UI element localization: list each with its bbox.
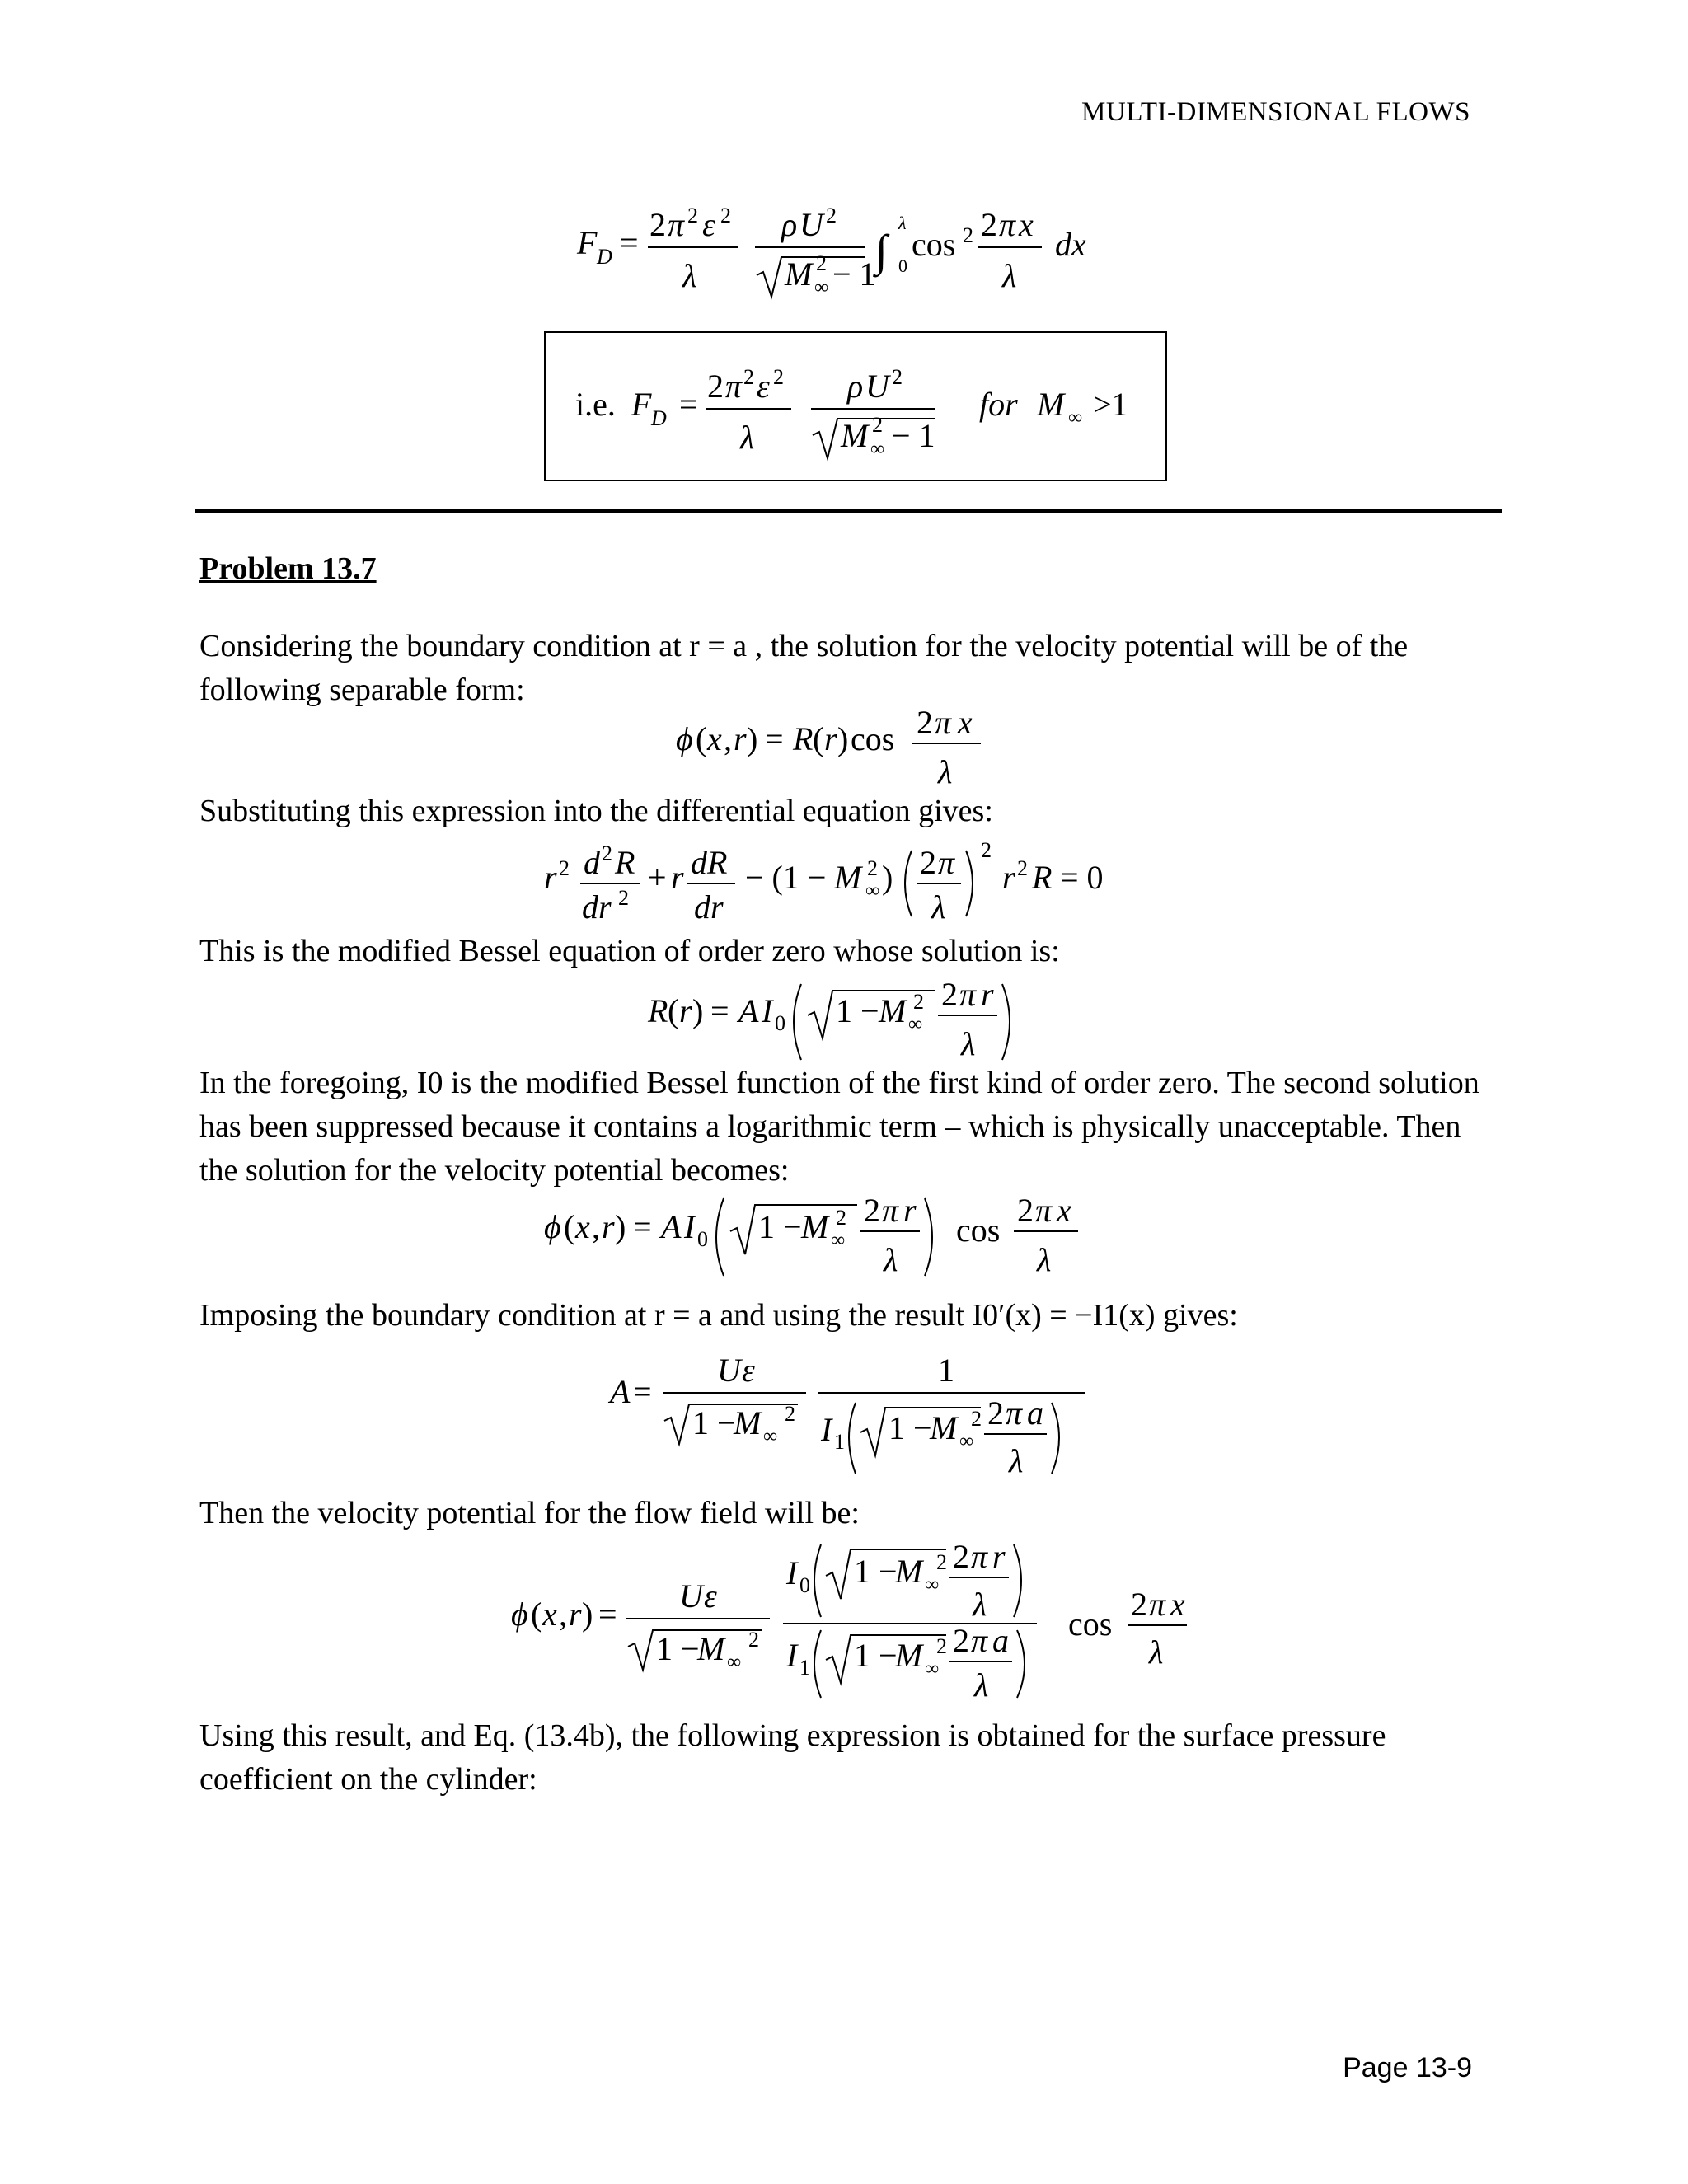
- svg-text:=: =: [633, 1373, 652, 1410]
- svg-text:2: 2: [920, 844, 936, 881]
- svg-text:λ: λ: [1149, 1633, 1164, 1671]
- svg-text:0: 0: [898, 255, 907, 276]
- svg-text:π: π: [882, 1192, 899, 1229]
- svg-text:λ: λ: [961, 1025, 976, 1062]
- svg-text:λ: λ: [931, 888, 946, 926]
- svg-text:I: I: [821, 1411, 832, 1448]
- svg-text:2: 2: [687, 204, 698, 227]
- svg-text:λ: λ: [1037, 1241, 1052, 1278]
- svg-text:= 0: = 0: [1060, 859, 1104, 896]
- svg-text:2: 2: [971, 1407, 982, 1431]
- svg-text:ε: ε: [702, 206, 715, 243]
- svg-text:λ: λ: [898, 213, 907, 233]
- svg-text:ϕ: ϕ: [511, 1596, 528, 1633]
- svg-text:=: =: [710, 992, 729, 1029]
- svg-text:R: R: [615, 844, 635, 881]
- paragraph-1: Considering the boundary condition at r = a , the solution for the velocity potential will be of the following separable form:: [199, 629, 1409, 707]
- svg-text:2: 2: [981, 206, 997, 243]
- svg-text:0: 0: [697, 1227, 708, 1251]
- svg-text:2: 2: [707, 368, 724, 405]
- svg-text:M: M: [801, 1208, 829, 1245]
- svg-text:=: =: [598, 1596, 617, 1633]
- svg-text:1 −: 1 −: [854, 1553, 898, 1590]
- svg-text:2: 2: [917, 704, 933, 741]
- svg-text:dR: dR: [691, 844, 728, 881]
- page-number: Page 13-9: [1343, 2052, 1472, 2083]
- svg-text:2: 2: [867, 856, 878, 880]
- svg-text:∞: ∞: [831, 1230, 846, 1251]
- svg-text:2: 2: [773, 365, 784, 389]
- svg-text:M: M: [785, 255, 813, 293]
- svg-text:x: x: [575, 1208, 590, 1245]
- svg-text:π: π: [938, 844, 955, 881]
- drag-integral-equation: [569, 196, 1129, 324]
- running-head: MULTI-DIMENSIONAL FLOWS: [1081, 97, 1470, 127]
- svg-text:r: r: [602, 1208, 615, 1245]
- svg-text:π: π: [1006, 1394, 1023, 1432]
- svg-text:a: a: [992, 1622, 1009, 1659]
- separable-form-equation: [676, 705, 1006, 800]
- svg-text:λ: λ: [1009, 1442, 1024, 1479]
- svg-text:): ): [837, 720, 849, 757]
- svg-text:∞: ∞: [727, 1652, 742, 1673]
- svg-text:U: U: [865, 368, 889, 405]
- svg-text:2: 2: [816, 251, 827, 275]
- svg-text:1: 1: [834, 1430, 845, 1454]
- svg-text:I: I: [786, 1637, 798, 1674]
- svg-text:π: π: [725, 368, 743, 405]
- svg-text:a: a: [1027, 1394, 1043, 1432]
- constant-A-equation: [610, 1345, 1104, 1489]
- svg-text:π: π: [971, 1622, 988, 1659]
- svg-text:ϕ: ϕ: [544, 1208, 561, 1245]
- svg-text:π: π: [668, 206, 685, 243]
- svg-text:+: +: [648, 859, 667, 896]
- svg-text:2: 2: [1017, 1192, 1034, 1229]
- svg-text:cos: cos: [956, 1212, 1001, 1249]
- svg-text:2: 2: [872, 413, 883, 437]
- svg-text:): ): [882, 859, 893, 896]
- svg-text:2: 2: [981, 838, 992, 862]
- svg-text:(: (: [564, 1208, 575, 1245]
- svg-text:1: 1: [799, 1656, 810, 1680]
- svg-text:∞: ∞: [763, 1426, 778, 1447]
- svg-text:1 −: 1 −: [889, 1409, 932, 1446]
- svg-text:): ): [582, 1596, 593, 1633]
- svg-text:1: 1: [938, 1352, 954, 1389]
- svg-text:∞: ∞: [959, 1431, 974, 1452]
- velocity-potential-equation: [544, 1187, 1137, 1290]
- svg-text:M: M: [734, 1404, 762, 1441]
- svg-text:=: =: [633, 1208, 652, 1245]
- svg-text:ε: ε: [757, 368, 770, 405]
- svg-text:r: r: [903, 1192, 917, 1229]
- bessel-ode-equation: [544, 832, 1170, 935]
- paragraph-5: Imposing the boundary condition at r = a and using the result I0′(x) = −I1(x) gives:: [199, 1298, 1238, 1333]
- svg-text:π: π: [999, 206, 1016, 243]
- svg-text:2: 2: [826, 204, 837, 227]
- svg-text:λ: λ: [973, 1586, 987, 1623]
- svg-text:x: x: [958, 704, 973, 741]
- svg-text:∞: ∞: [925, 1574, 940, 1596]
- svg-text:I: I: [786, 1554, 798, 1591]
- svg-text:F: F: [577, 224, 598, 261]
- svg-text:M: M: [841, 417, 869, 454]
- svg-text:ε: ε: [704, 1577, 717, 1615]
- svg-text:A: A: [610, 1373, 631, 1410]
- svg-text:2: 2: [1131, 1586, 1147, 1623]
- svg-text:0: 0: [775, 1011, 785, 1035]
- svg-text:(: (: [696, 720, 707, 757]
- paragraph-4: In the foregoing, I0 is the modified Bessel function of the first kind of order zero. The second solution has been suppressed because it contains a logarithmic term – which is physically unacceptable. Then the solution for the velocity potential becomes:: [199, 1066, 1479, 1188]
- svg-text:1 −: 1 −: [854, 1637, 898, 1674]
- svg-text:2: 2: [1017, 856, 1028, 880]
- svg-text:1 −: 1 −: [758, 1208, 802, 1245]
- flow-field-potential-equation: [511, 1533, 1187, 1702]
- svg-text:− (1 −: − (1 −: [745, 859, 827, 896]
- svg-text:d: d: [584, 844, 600, 881]
- svg-text:2: 2: [953, 1538, 969, 1575]
- svg-text:U: U: [717, 1352, 741, 1389]
- svg-text:2: 2: [936, 1550, 947, 1574]
- svg-text:x: x: [1057, 1192, 1071, 1229]
- svg-text:I: I: [684, 1208, 696, 1245]
- svg-text:=: =: [620, 224, 639, 261]
- svg-text:D: D: [651, 406, 667, 430]
- svg-text:R: R: [793, 720, 814, 757]
- svg-text:dx: dx: [1055, 226, 1086, 263]
- svg-text:π: π: [959, 976, 977, 1013]
- svg-text:∞: ∞: [870, 438, 885, 460]
- svg-text:=: =: [765, 720, 784, 757]
- svg-text:ρ: ρ: [781, 206, 798, 243]
- svg-text:r: r: [824, 720, 837, 757]
- svg-text:cos: cos: [912, 226, 956, 263]
- svg-text:2: 2: [602, 841, 612, 865]
- svg-text:2: 2: [618, 886, 629, 910]
- svg-text:r: r: [992, 1538, 1006, 1575]
- svg-text:U: U: [679, 1577, 703, 1615]
- svg-text:M: M: [697, 1630, 725, 1667]
- svg-text:,: ,: [559, 1596, 567, 1633]
- svg-text:λ: λ: [1002, 257, 1017, 294]
- svg-text:2: 2: [941, 976, 958, 1013]
- paragraph-7: Using this result, and Eq. (13.4b), the following expression is obtained for the surface pressure coefficient on the cylinder:: [199, 1718, 1386, 1797]
- svg-text:π: π: [1035, 1192, 1053, 1229]
- svg-text:2: 2: [987, 1394, 1004, 1432]
- svg-text:,: ,: [724, 720, 732, 757]
- svg-text:2: 2: [864, 1192, 880, 1229]
- svg-text:,: ,: [592, 1208, 600, 1245]
- svg-text:(: (: [668, 992, 679, 1029]
- svg-text:=: =: [679, 386, 698, 423]
- svg-text:(: (: [813, 720, 824, 757]
- svg-text:∞: ∞: [908, 1014, 923, 1035]
- svg-text:M: M: [1037, 386, 1065, 423]
- svg-text:I: I: [762, 992, 773, 1029]
- svg-text:F: F: [631, 386, 652, 423]
- svg-text:π: π: [971, 1538, 988, 1575]
- svg-text:M: M: [930, 1409, 958, 1446]
- svg-text:r: r: [1002, 859, 1015, 896]
- svg-text:dr: dr: [582, 888, 612, 926]
- svg-text:0: 0: [799, 1573, 810, 1597]
- svg-text:ε: ε: [742, 1352, 755, 1389]
- svg-text:∞: ∞: [925, 1658, 940, 1680]
- svg-text:λ: λ: [740, 419, 755, 456]
- svg-text:x: x: [542, 1596, 557, 1633]
- svg-text:− 1: − 1: [832, 255, 876, 293]
- svg-text:(: (: [531, 1596, 542, 1633]
- svg-text:π: π: [935, 704, 952, 741]
- svg-text:2: 2: [748, 1628, 759, 1652]
- svg-text:U: U: [799, 206, 823, 243]
- svg-text:ρ: ρ: [847, 368, 864, 405]
- svg-text:M: M: [834, 859, 862, 896]
- svg-text:cos: cos: [1068, 1605, 1113, 1643]
- boxed-drag-result: [544, 331, 1167, 481]
- svg-text:D: D: [597, 245, 612, 269]
- svg-text:2: 2: [720, 204, 731, 227]
- svg-text:r: r: [981, 976, 994, 1013]
- svg-text:x: x: [1019, 206, 1034, 243]
- svg-text:x: x: [1170, 1586, 1185, 1623]
- paragraph-3: This is the modified Bessel equation of order zero whose solution is:: [199, 934, 1060, 968]
- svg-text:M: M: [895, 1637, 923, 1674]
- svg-text:∫: ∫: [875, 226, 888, 275]
- svg-text:2: 2: [836, 1206, 846, 1230]
- svg-text:A: A: [661, 1208, 682, 1245]
- svg-text:λ: λ: [938, 753, 953, 790]
- paragraph-6: Then the velocity potential for the flow field will be:: [199, 1496, 860, 1530]
- svg-text:for: for: [979, 386, 1018, 423]
- svg-text:): ): [692, 992, 704, 1029]
- svg-text:2: 2: [785, 1402, 795, 1426]
- svg-text:dr: dr: [694, 888, 724, 926]
- svg-text:1 −: 1 −: [656, 1630, 700, 1667]
- svg-text:): ): [747, 720, 758, 757]
- section-divider: [195, 509, 1502, 513]
- svg-text:2: 2: [743, 365, 754, 389]
- svg-text:A: A: [738, 992, 759, 1029]
- svg-text:∞: ∞: [1068, 407, 1083, 429]
- svg-text:r: r: [671, 859, 684, 896]
- svg-text:2: 2: [649, 206, 666, 243]
- svg-text:M: M: [895, 1553, 923, 1590]
- svg-text:x: x: [707, 720, 722, 757]
- svg-text:2: 2: [559, 856, 570, 880]
- svg-text:2: 2: [892, 365, 903, 389]
- svg-text:π: π: [1149, 1586, 1166, 1623]
- svg-text:2: 2: [913, 990, 924, 1014]
- boxed-prefix: i.e.: [575, 386, 616, 423]
- svg-text:R: R: [648, 992, 668, 1029]
- svg-text:− 1: − 1: [892, 417, 935, 454]
- svg-text:∞: ∞: [865, 880, 880, 902]
- svg-text:r: r: [734, 720, 747, 757]
- svg-text:2: 2: [963, 223, 973, 247]
- svg-text:2: 2: [936, 1634, 947, 1658]
- svg-text:λ: λ: [682, 257, 697, 294]
- svg-text:cos: cos: [851, 720, 895, 757]
- svg-text:λ: λ: [974, 1666, 989, 1704]
- svg-text:ϕ: ϕ: [676, 720, 693, 757]
- svg-text:R: R: [1032, 859, 1053, 896]
- svg-text:λ: λ: [884, 1241, 898, 1278]
- svg-text:r: r: [544, 859, 557, 896]
- svg-text:1 −: 1 −: [692, 1404, 736, 1441]
- svg-text:∞: ∞: [814, 277, 829, 298]
- svg-text:r: r: [679, 992, 692, 1029]
- svg-text:2: 2: [953, 1622, 969, 1659]
- svg-text:): ): [615, 1208, 626, 1245]
- svg-text:>1: >1: [1093, 386, 1128, 423]
- svg-text:1 −: 1 −: [836, 992, 879, 1029]
- paragraph-2: Substituting this expression into the differential equation gives:: [199, 794, 993, 828]
- svg-text:r: r: [569, 1596, 582, 1633]
- problem-heading: Problem 13.7: [199, 551, 377, 586]
- svg-text:M: M: [879, 992, 907, 1029]
